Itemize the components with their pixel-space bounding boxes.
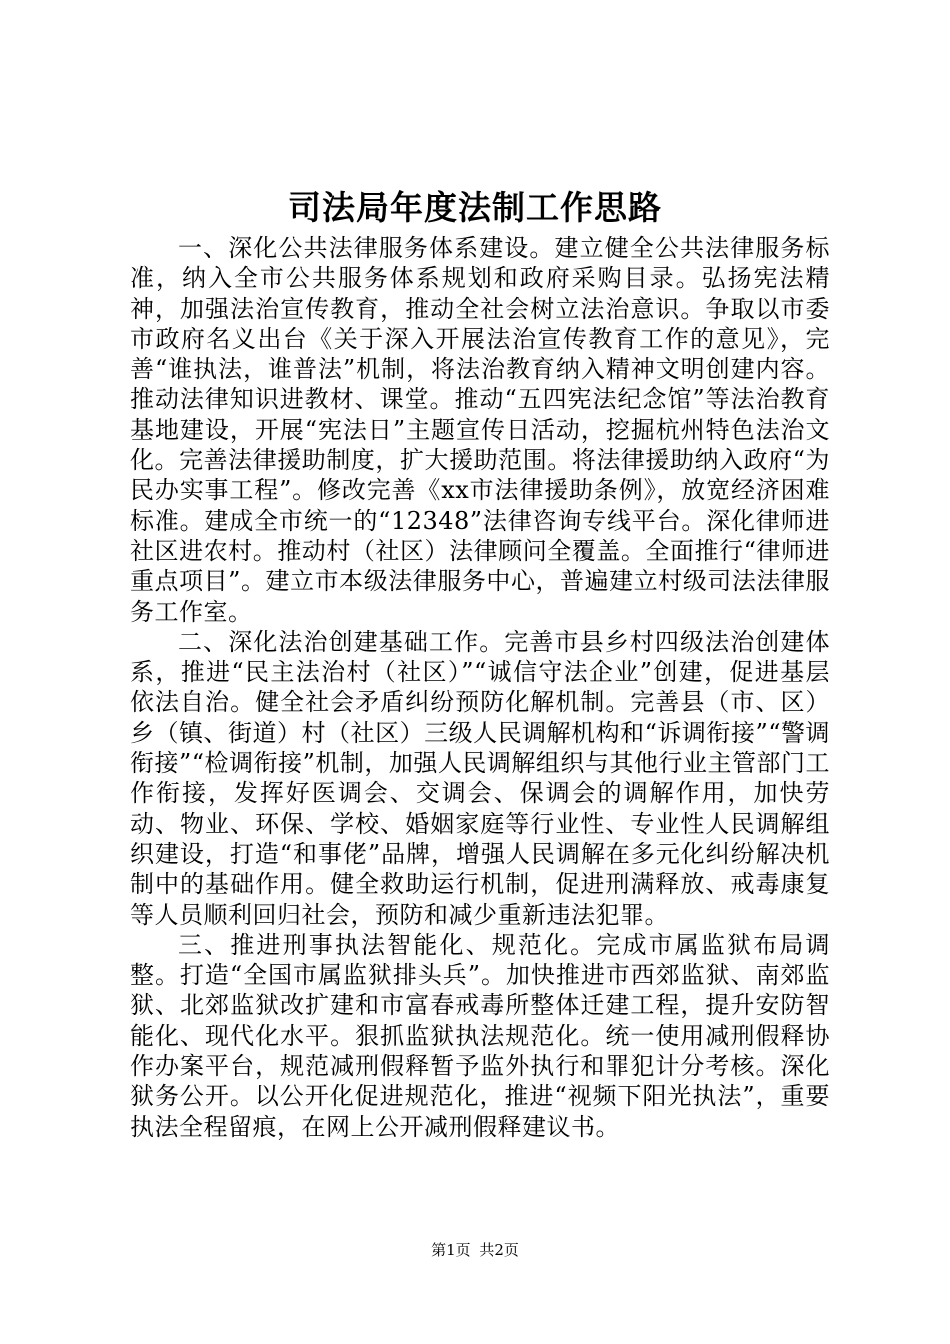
paragraph-3: 三、推进刑事执法智能化、规范化。完成市属监狱布局调整。打造“全国市属监狱排头兵”。加快推进市西郊监狱、南郊监狱、北郊监狱改扩建和市富春戒毒所整体迁建工程，提升安防智能化、现代化水平。狠抓监狱执法规范化。统一使用减刑假释协作办案平台，规范减刑假释暂予监外执行和罪犯计分考核。深化狱务公开。以公开化促进规范化，推进“视频下阳光执法”，重要执法全程留痕，在网上公开减刑假释建议书。 — [130, 930, 830, 1141]
page-footer — [0, 1240, 950, 1260]
page-number: 第1页 — [431, 1241, 471, 1259]
document-body — [130, 233, 830, 1142]
page-total: 共2页 — [479, 1241, 519, 1259]
document-title: 司法局年度法制工作思路 — [288, 188, 662, 227]
paragraph-2: 二、深化法治创建基础工作。完善市县乡村四级法治创建体系，推进“民主法治村（社区）”“诚信守法企业”创建，促进基层依法自治。健全社会矛盾纠纷预防化解机制。完善县（市、区）乡（镇、街道）村（社区）三级人民调解机构和“诉调衔接”“警调衔接”“检调衔接”机制，加强人民调解组织与其他行业主管部门工作衔接，发挥好医调会、交调会、保调会的调解作用，加快劳动、物业、环保、学校、婚姻家庭等行业性、专业性人民调解组织建设，打造“和事佬”品牌，增强人民调解在多元化纠纷解决机制中的基础作用。健全救助运行机制，促进刑满释放、戒毒康复等人员顺利回归社会，预防和减少重新违法犯罪。 — [130, 627, 830, 929]
paragraph-1: 一、深化公共法律服务体系建设。建立健全公共法律服务标准，纳入全市公共服务体系规划和政府采购目录。弘扬宪法精神，加强法治宣传教育，推动全社会树立法治意识。争取以市委市政府名义出台《关于深入开展法治宣传教育工作的意见》，完善“谁执法，谁普法”机制，将法治教育纳入精神文明创建内容。推动法律知识进教材、课堂。推动“五四宪法纪念馆”等法治教育基地建设，开展“宪法日”主题宣传日活动，挖掘杭州特色法治文化。完善法律援助制度，扩大援助范围。将法律援助纳入政府“为民办实事工程”。修改完善《xx市法律援助条例》，放宽经济困难标准。建成全市统一的“12348”法律咨询专线平台。深化律师进社区进农村。推动村（社区）法律顾问全覆盖。全面推行“律师进重点项目”。建立市本级法律服务中心，普遍建立村级司法法律服务工作室。 — [130, 234, 830, 626]
